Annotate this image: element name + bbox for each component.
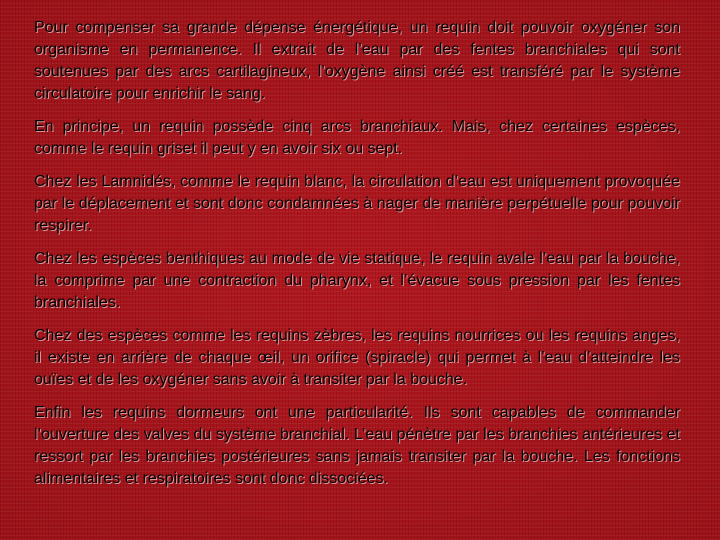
- text-body: [34, 17, 680, 501]
- paragraph-sleeper-sharks: Enfin les requins dormeurs ont une particularité. Ils sont capables de commander l’ouverture des valves du système branchial. L’eau pénètre par les branchies antérieures et ressort par les branchies postérieures sans jamais transiter par la bouche. Les fonctions alimentaires et respiratoires sont donc dissociées.: [34, 404, 680, 487]
- paragraph-lamnids: Chez les Lamnidés, comme le requin blanc, la circulation d’eau est uniquement provoquée par le déplacement et sont donc condamnées à nager de manière perpétuelle pour pouvoir respirer.: [34, 173, 680, 234]
- paragraph-benthic-species: Chez les espèces benthiques au mode de vie statique, le requin avale l’eau par la bouche, la comprime par une contraction du pharynx, et l’évacue sous pression par les fentes branchiales.: [34, 250, 680, 311]
- paragraph-spiracle: Chez des espèces comme les requins zèbres, les requins nourrices ou les requins anges, il existe en arrière de chaque œil, un orifice (spiracle) qui permet à l’eau d’atteindre les ouïes et de les oxygéner sans avoir à transiter par la bouche.: [34, 327, 680, 388]
- paragraph-respiration-intro: Pour compenser sa grande dépense énergétique, un requin doit pouvoir oxygéner son organisme en permanence. Il extrait de l’eau par des fentes branchiales qui sont soutenues par des arcs cartilagineux, l’oxygène ainsi créé est transféré par le système circulatoire pour enrichir le sang.: [34, 19, 680, 102]
- paragraph-gill-arches: En principe, un requin possède cinq arcs branchiaux. Mais, chez certaines espèces, comme le requin griset il peut y en avoir six ou sept.: [34, 118, 680, 157]
